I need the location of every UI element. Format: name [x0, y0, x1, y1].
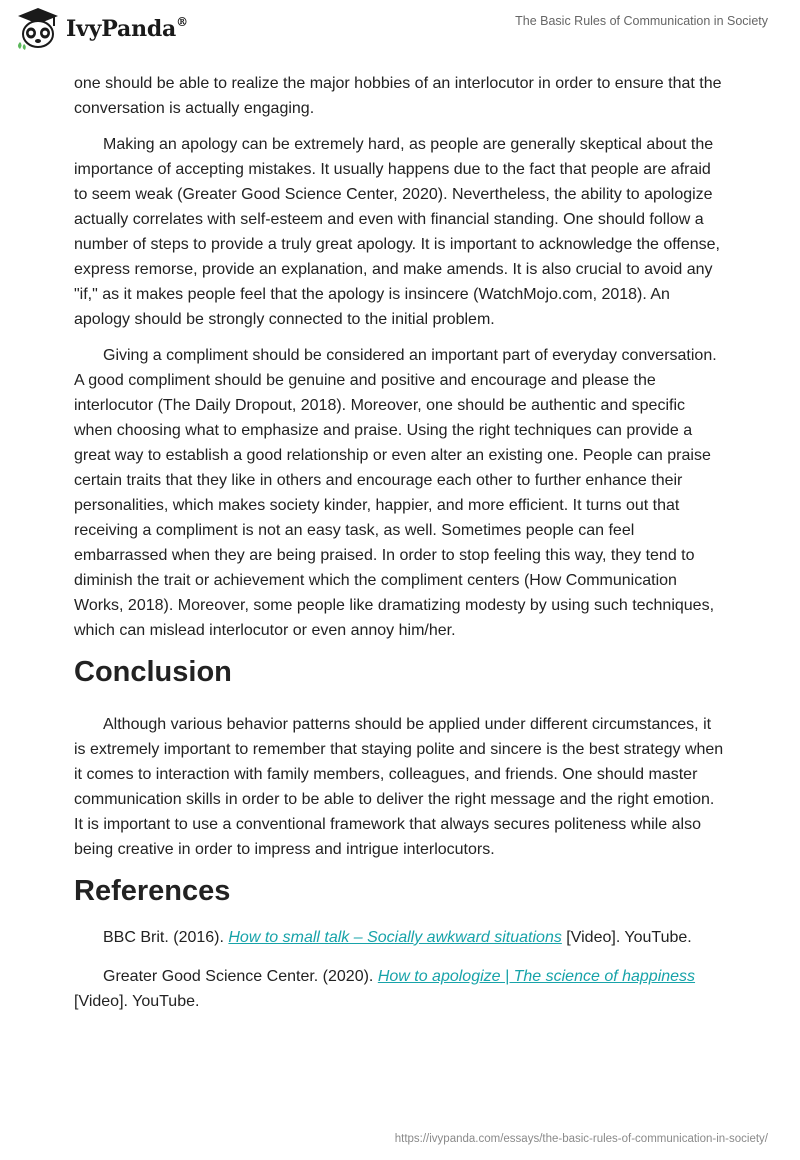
paragraph-apology: Making an apology can be extremely hard, as people are generally skeptical about the importance of accepting mistakes. It usually happens due to the fact that people are afraid to seem weak (Greater Good Science Center, 2020). Nevertheless, the ability to apologize actually correlates with self-esteem and even with financial standing. One should follow a number of steps to provide a truly great apology. It is important to acknowledge the offense, express remorse, provide an explanation, and make amends. It is also crucial to avoid any "if," as it makes people feel that the apology is insincere (WatchMojo.com, 2018). An apology should be strongly connected to the initial problem.	[74, 136, 720, 328]
paragraph-conclusion: Although various behavior patterns should be applied under different circumstances, it is extremely important to remember that staying polite and sincere is the best strategy when it comes to interaction with family members, colleagues, and friends. One should master communication skills in order to be able to deliver the right message and the right emotion. It is important to use a conventional framework that always secures politeness while also being creative in order to impress and intrigue interlocutors.	[74, 716, 724, 858]
reference-item: BBC Brit. (2016). How to small talk – Socially awkward situations [Video]. YouTube.	[103, 929, 692, 946]
reference-link[interactable]: How to small talk – Socially awkward situations	[228, 929, 562, 946]
brand-logo[interactable]	[14, 6, 188, 50]
page-header	[0, 0, 800, 60]
panda-logo-icon	[14, 6, 62, 50]
conclusion-heading: Conclusion	[74, 656, 232, 688]
document-title: The Basic Rules of Communication in Society	[515, 14, 768, 28]
essay-content	[74, 71, 726, 1028]
brand-name: IvyPanda®	[66, 14, 188, 42]
reference-link[interactable]: How to apologize | The science of happiness	[377, 968, 696, 985]
footer-url[interactable]: https://ivypanda.com/essays/the-basic-rules-of-communication-in-society/	[394, 1133, 768, 1145]
reference-item: Greater Good Science Center. (2020). How to apologize | The science of happiness [Video]. YouTube.	[74, 968, 696, 1010]
paragraph-continuation: one should be able to realize the major hobbies of an interlocutor in order to ensure that the conversation is actually engaging.	[74, 75, 722, 117]
references-heading: References	[74, 875, 231, 907]
paragraph-compliment: Giving a compliment should be considered an important part of everyday conversation. A good compliment should be genuine and positive and encourage and please the interlocutor (The Daily Dropout, 2018). Moreover, one should be authentic and specific when choosing what to emphasize and praise. Using the right techniques can provide a great way to establish a good relationship or even alter an existing one. People can praise certain traits that they like in others and encourage each other to further enhance their personalities, which makes society kinder, happier, and more efficient. It turns out that receiving a compliment is not an easy task, as well. Sometimes people can feel embarrassed when they are being praised. In order to stop feeling this way, they tend to diminish the trait or achievement which the compliment centers (How Communication Works, 2018). Moreover, some people like dramatizing modesty by using such techniques, which can mislead interlocutor or even annoy him/her.	[74, 347, 717, 639]
